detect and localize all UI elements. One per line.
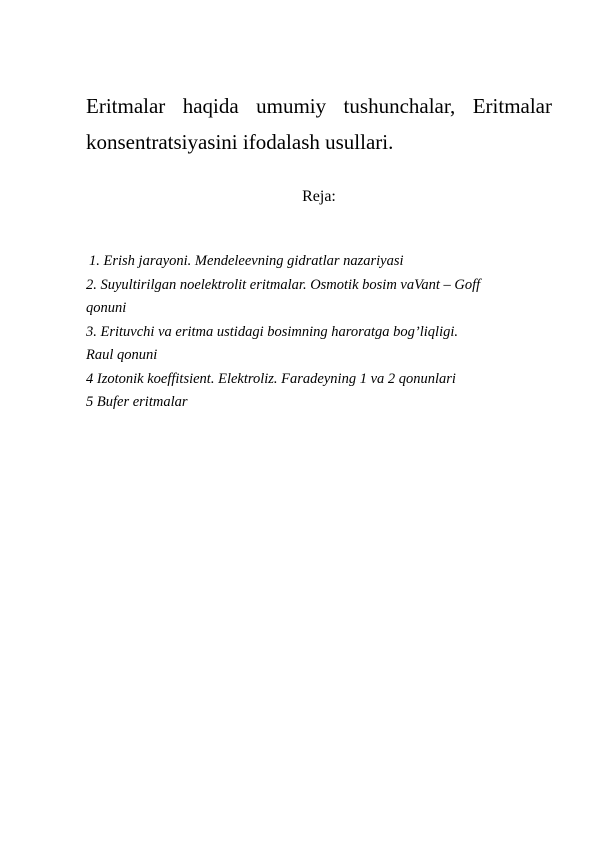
plan-item: 1. Erish jarayoni. Mendeleevning gidratlar nazariyasi <box>89 253 404 269</box>
plan-item-continuation: qonuni <box>86 300 127 316</box>
plan-heading: Reja: <box>302 188 336 205</box>
document-title-line-1: Eritmalar haqida umumiy tushunchalar, Eritmalar <box>86 94 552 118</box>
document-title <box>86 88 552 160</box>
plan-item: 2. Suyultirilgan noelektrolit eritmalar. Osmotik bosim vaVant – Goff <box>86 276 481 293</box>
plan-list <box>86 250 556 415</box>
plan-item: 3. Erituvchi va eritma ustidagi bosimning haroratga bog’liqligi. <box>86 323 459 340</box>
document-title-line-2: konsentratsiyasini ifodalash usullari. <box>86 130 394 154</box>
plan-item: 4 Izotonik koeffitsient. Elektroliz. Faradeyning 1 va 2 qonunlari <box>86 370 456 387</box>
plan-item-continuation: Raul qonuni <box>86 347 158 363</box>
plan-item: 5 Bufer eritmalar <box>86 394 188 410</box>
